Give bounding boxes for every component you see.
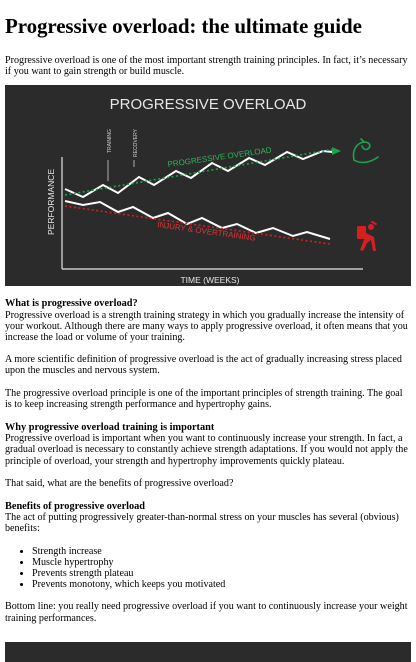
section-what-is [5,298,411,410]
list-item: • Strength increase [32,546,411,557]
progressive-label: PROGRESSIVE OVERLOAD [167,145,273,170]
section-heading: Why progressive overload training is important [5,422,215,434]
paragraph: The progressive overload principle is one of the important principles of strength training. The goal is to keep increasing strength performance and hypertrophy gains. [5,387,403,410]
list-item: • Prevents strength plateau [32,568,411,579]
paragraph: That said, what are the benefits of progressive overload? [5,477,234,489]
benefits-list [5,546,411,591]
section-heading: What is progressive overload? [5,298,138,310]
list-item: • Muscle hypertrophy [32,557,411,568]
y-axis-label: PERFORMANCE [46,169,56,236]
section-benefits [5,501,411,624]
section-heading: Benefits of progressive overload [5,501,146,513]
paragraph: Progressive overload is a strength training strategy in which you gradually increase the intensity of your workout. Although there are many ways to apply progressive overload, it often means that you increase the load or volume of your training. [5,309,408,344]
injured-person-icon [357,221,377,251]
closing-paragraph: Bottom line: you really need progressive overload if you want to continuously increase your weight training performances. [5,601,408,624]
injury-label: INJURY & OVERTRAINING [156,220,257,244]
section-why-important [5,422,411,489]
paragraph: The act of putting progressively greater-than-normal stress on your muscles has several (obvious) benefits: [5,512,399,535]
intro-paragraph: Progressive overload is one of the most important strength training principles. In fact, it’s necessary if you want to gain strength or build muscle. [5,55,408,78]
training-label: TRAINING [107,129,113,154]
figure-title: PROGRESSIVE OVERLOAD [109,96,307,114]
progressive-overload-figure [5,85,411,286]
paragraph: A more scientific definition of progressive overload is the act of gradually increasing stress placed upon the muscles and nervous system. [5,354,402,377]
list-item: • Prevents monotony, which keeps you motivated [32,579,411,590]
up-arrow-head [332,147,341,155]
next-figure-preview [5,642,411,662]
recovery-label: RECOVERY [133,129,139,158]
page-title: Progressive overload: the ultimate guide [5,14,362,38]
figure-graphic [5,85,411,286]
x-axis-label: TIME (WEEKS) [180,275,240,286]
paragraph: Progressive overload is important when you want to continuously increase your strength. In fact, a gradual overload is necessary to constantly achieve strength adaptations. If you would not apply the principle of overload, your strength and hypertrophy improvements quickly plateau. [5,433,408,467]
flexed-arm-icon [353,139,378,162]
